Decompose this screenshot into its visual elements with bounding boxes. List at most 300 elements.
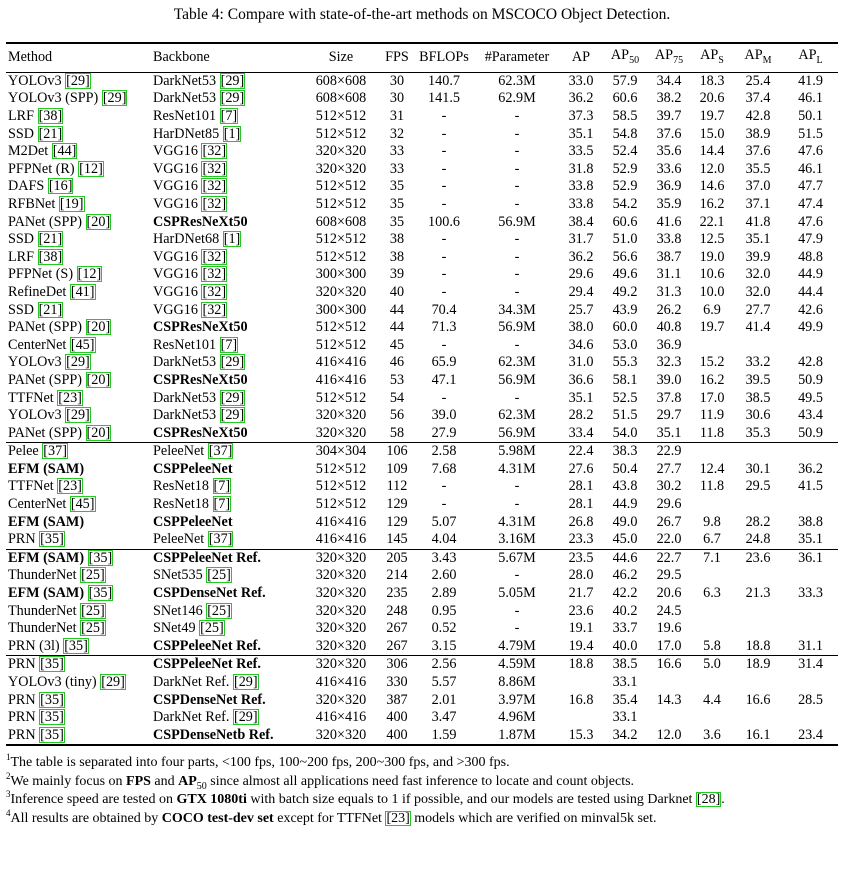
citation-link[interactable]: [21] <box>38 231 63 248</box>
footnote-emphasis: GTX 1080ti <box>176 792 247 807</box>
cell-size: 320×320 <box>315 567 367 584</box>
cell-ap75: 31.3 <box>656 283 682 300</box>
cell-backbone <box>151 585 301 603</box>
backbone-text: PeleeNet <box>153 443 205 460</box>
table-row <box>6 143 838 161</box>
cell-size: 512×512 <box>315 389 367 406</box>
cell-fps: 56 <box>389 407 405 424</box>
citation-link[interactable]: [20] <box>86 371 111 388</box>
citation-link[interactable]: [37] <box>208 531 233 548</box>
cell-ap75: 24.5 <box>656 602 682 619</box>
cell-apl: 31.1 <box>798 637 823 654</box>
cell-ap75: 36.9 <box>656 178 682 195</box>
cell-params: - <box>514 567 520 584</box>
cell-fps: 33 <box>389 143 405 160</box>
cell-apm: 37.4 <box>745 90 771 107</box>
table-row <box>6 603 838 621</box>
cell-ap75: 22.7 <box>647 549 691 567</box>
cell-apl: 23.4 <box>798 726 823 743</box>
citation-link[interactable]: [1] <box>223 231 241 248</box>
citation-link[interactable]: [19] <box>59 195 84 212</box>
backbone-text: ResNet101 <box>153 336 217 353</box>
citation-link[interactable]: [29] <box>220 90 245 107</box>
table-row <box>6 585 838 603</box>
cell-apl: 31.4 <box>783 656 838 674</box>
citation-link[interactable]: [7] <box>220 336 238 353</box>
cell-apm: 21.3 <box>745 585 771 602</box>
backbone-text: DarkNet53 <box>153 354 217 371</box>
citation-link[interactable]: [20] <box>86 213 111 230</box>
cell-backbone <box>151 390 301 408</box>
cell-aps: 11.9 <box>699 407 725 424</box>
backbone-text: SNet146 <box>153 602 203 619</box>
cell-aps: 20.6 <box>699 90 725 107</box>
citation-link[interactable]: [29] <box>220 354 245 371</box>
cell-backbone <box>151 354 301 372</box>
cell-apm: 41.4 <box>745 319 771 336</box>
cell-ap50: 58.5 <box>612 108 638 125</box>
cell-ap: 28.2 <box>568 407 594 424</box>
cell-method <box>6 585 151 603</box>
cell-params: 3.97M <box>498 691 536 708</box>
cell-size: 320×320 <box>301 549 381 567</box>
cell-fps: 32 <box>389 125 405 142</box>
cell-fps: 35 <box>389 195 405 212</box>
cell-fps: 35 <box>389 178 405 195</box>
cell-ap50: 52.9 <box>612 178 638 195</box>
cell-fps: 129 <box>386 513 408 530</box>
cell-method <box>6 603 151 621</box>
cell-ap75: 12.0 <box>656 726 682 743</box>
method-text: EFM (SAM) <box>8 460 85 477</box>
cell-aps <box>691 337 733 355</box>
footnote-emphasis: AP <box>178 773 197 789</box>
cell-size: 416×416 <box>315 371 367 388</box>
cell-apm <box>733 620 783 638</box>
cell-method <box>6 302 151 320</box>
citation-link[interactable]: [35] <box>64 637 88 654</box>
cell-ap: 36.2 <box>568 248 594 265</box>
backbone-text: CSPPeleeNet Ref. <box>153 637 261 654</box>
citation-link[interactable]: [20] <box>86 319 111 336</box>
cell-bflops: 27.9 <box>431 424 457 441</box>
cell-apl: 46.1 <box>798 160 823 177</box>
cell-method <box>6 354 151 372</box>
cell-params: - <box>514 602 520 619</box>
cell-backbone <box>151 72 301 90</box>
cell-ap50: 46.2 <box>612 567 638 584</box>
cell-ap50: 60.0 <box>612 319 638 336</box>
cell-ap75: 29.6 <box>656 496 682 513</box>
cell-apm: 28.2 <box>745 513 771 530</box>
cell-params: 5.67M <box>475 549 559 567</box>
cell-backbone <box>151 372 301 390</box>
table-row <box>6 549 838 567</box>
citation-link[interactable]: [32] <box>202 195 227 212</box>
cell-apl: 47.9 <box>798 231 823 248</box>
table-row <box>6 319 838 337</box>
cell-backbone <box>151 638 301 656</box>
cell-ap: 15.3 <box>568 726 594 743</box>
cell-aps: 17.0 <box>699 389 725 406</box>
cell-ap50: 44.6 <box>603 549 647 567</box>
cell-apl: 44.9 <box>798 266 823 283</box>
cell-ap50: 57.9 <box>612 72 638 89</box>
cell-aps <box>691 443 733 461</box>
backbone-text: DarkNet53 <box>153 407 217 424</box>
cell-ap75: 36.9 <box>656 336 682 353</box>
cell-bflops: 141.5 <box>428 90 460 107</box>
cell-size: 416×416 <box>315 531 367 548</box>
cell-params: 4.31M <box>498 513 536 530</box>
cell-aps: 22.1 <box>699 213 725 230</box>
cell-ap50: 40.2 <box>612 602 638 619</box>
cell-ap75: 35.9 <box>656 195 682 212</box>
cell-size: 320×320 <box>315 143 367 160</box>
cell-params: 3.16M <box>498 531 536 548</box>
cell-bflops: 1.59 <box>431 726 457 743</box>
cell-params: - <box>514 389 520 406</box>
citation-link[interactable]: [29] <box>101 674 125 691</box>
citation-link[interactable]: [25] <box>81 620 105 637</box>
col-apm: $AP_M$ <box>733 43 783 72</box>
cell-ap75: 35.6 <box>656 143 682 160</box>
cell-apl: 42.6 <box>798 301 823 318</box>
citation-link[interactable]: [32] <box>202 248 227 265</box>
cell-ap50: 58.1 <box>612 371 638 388</box>
cell-ap: 26.8 <box>568 513 594 530</box>
cell-ap: 33.8 <box>568 178 594 195</box>
cell-fps: 35 <box>389 213 405 230</box>
col-parameter: #Parameter <box>475 43 559 72</box>
cell-backbone <box>151 496 301 514</box>
cell-ap75: 34.4 <box>656 72 682 89</box>
table-row <box>6 231 838 249</box>
citation-link[interactable]: [35] <box>40 531 64 548</box>
cell-bflops: - <box>441 496 447 513</box>
cell-method <box>6 727 151 745</box>
method-text: PFPNet (S) <box>8 266 74 283</box>
footnote-emphasis: COCO test-dev set <box>161 810 274 826</box>
citation-link[interactable]: [20] <box>86 424 111 441</box>
cell-fps: 112 <box>386 478 408 495</box>
cell-method <box>6 531 151 549</box>
backbone-text: DarkNet Ref. <box>153 674 230 691</box>
cell-bflops: 3.43 <box>413 549 475 567</box>
cell-apm: 32.0 <box>745 266 771 283</box>
cell-size: 304×304 <box>301 443 381 461</box>
backbone-text: CSPPeleeNet Ref. <box>153 549 261 566</box>
cell-aps: 18.3 <box>699 72 725 89</box>
cell-ap50: 52.4 <box>612 143 638 160</box>
table-row <box>6 496 838 514</box>
method-text: PANet (SPP) <box>8 319 82 336</box>
cell-ap: 21.7 <box>568 585 594 602</box>
cell-method <box>6 709 151 727</box>
cell-apl: 50.9 <box>798 371 823 388</box>
citation-link[interactable]: [25] <box>207 602 231 619</box>
cell-method <box>6 638 151 656</box>
citation-link[interactable]: [7] <box>213 496 231 513</box>
backbone-text: CSPPeleeNet <box>153 460 233 477</box>
cell-bflops: 2.01 <box>431 691 457 708</box>
citation-link[interactable]: [32] <box>202 143 227 160</box>
cell-size: 416×416 <box>315 354 367 371</box>
citation-link[interactable]: [35] <box>88 549 113 566</box>
method-text: EFM (SAM) <box>8 549 85 566</box>
cell-aps: 11.8 <box>699 424 725 441</box>
citation-link[interactable]: [23] <box>58 478 82 495</box>
citation-link[interactable]: [29] <box>66 407 90 424</box>
cell-backbone <box>151 407 301 425</box>
citation-link[interactable]: [12] <box>77 266 102 283</box>
cell-bflops: - <box>441 108 447 125</box>
citation-link[interactable]: [35] <box>40 726 64 743</box>
method-text: PANet (SPP) <box>8 213 82 230</box>
col-fps: FPS <box>381 43 413 72</box>
cell-apl: 41.9 <box>798 72 823 89</box>
backbone-text: SNet535 <box>153 567 203 584</box>
cell-bflops: 2.56 <box>413 656 475 674</box>
cell-apl: 51.5 <box>798 125 823 142</box>
citation-link[interactable]: [23] <box>58 389 82 406</box>
citation-link[interactable]: [35] <box>88 585 113 602</box>
cell-method <box>6 461 151 479</box>
citation-link[interactable]: [7] <box>213 478 231 495</box>
cell-method <box>6 90 151 108</box>
cell-ap75: 33.8 <box>656 231 682 248</box>
cell-ap: 23.3 <box>568 531 594 548</box>
citation-link[interactable]: [37] <box>208 443 233 460</box>
cell-params: - <box>514 283 520 300</box>
cell-fps: 400 <box>386 726 408 743</box>
citation-link[interactable]: [32] <box>202 283 227 300</box>
citation-link[interactable]: [25] <box>81 567 105 584</box>
cell-apm: 38.9 <box>745 125 771 142</box>
citation-link[interactable]: [37] <box>43 443 67 460</box>
cell-params: 56.9M <box>498 213 536 230</box>
cell-ap75: 19.6 <box>656 620 682 637</box>
method-text: PANet (SPP) <box>8 371 82 388</box>
backbone-text: ResNet18 <box>153 478 209 495</box>
cell-ap75: 39.7 <box>656 108 682 125</box>
citation-link[interactable]: [32] <box>202 178 227 195</box>
citation-link[interactable]: [29] <box>220 407 245 424</box>
cell-apm: 30.6 <box>745 407 771 424</box>
cell-params: - <box>514 143 520 160</box>
cell-backbone <box>151 727 301 745</box>
citation-link[interactable]: [44] <box>52 143 77 160</box>
cell-method <box>6 443 151 461</box>
cell-aps: 6.3 <box>703 585 721 602</box>
table-row <box>6 531 838 549</box>
cell-method <box>6 656 151 674</box>
method-text: PRN <box>8 709 36 726</box>
cell-fps: 39 <box>389 266 405 283</box>
cell-bflops: - <box>441 125 447 142</box>
cell-ap50: 33.7 <box>612 620 638 637</box>
cell-params: - <box>514 178 520 195</box>
cell-ap75: 31.1 <box>656 266 682 283</box>
citation-link[interactable]: [32] <box>202 301 227 318</box>
citation-link[interactable]: [32] <box>202 266 227 283</box>
cell-apl: 42.8 <box>798 354 823 371</box>
cell-aps <box>691 496 733 514</box>
method-text: CenterNet <box>8 496 67 513</box>
cell-method <box>6 284 151 302</box>
cell-ap50: 45.0 <box>612 531 638 548</box>
cell-backbone <box>151 656 301 674</box>
cell-fps: 248 <box>386 602 408 619</box>
cell-method <box>6 549 151 567</box>
cell-ap50: 35.4 <box>612 691 638 708</box>
cell-ap: 23.5 <box>559 549 603 567</box>
cell-backbone <box>151 478 301 496</box>
cell-size: 320×320 <box>315 726 367 743</box>
cell-ap: 28.1 <box>568 496 594 513</box>
cell-aps: 12.0 <box>699 160 725 177</box>
citation-link[interactable]: [38] <box>38 248 63 265</box>
citation-link[interactable]: [29] <box>233 709 258 726</box>
cell-aps: 16.2 <box>699 195 725 212</box>
cell-ap: 36.2 <box>568 90 594 107</box>
cell-bflops: - <box>441 178 447 195</box>
col-ap50: $AP_{50}$ <box>603 43 647 72</box>
citation-link[interactable]: [21] <box>38 125 63 142</box>
cell-backbone <box>151 249 301 267</box>
backbone-text: CSPDenseNet Ref. <box>153 691 266 708</box>
table-row <box>6 161 838 179</box>
cell-method <box>6 567 151 585</box>
cell-size: 512×512 <box>315 336 367 353</box>
method-text: SSD <box>8 231 35 248</box>
citation-link[interactable]: [29] <box>102 90 127 107</box>
cell-fps: 145 <box>386 531 408 548</box>
cell-ap75: 29.5 <box>656 567 682 584</box>
cell-params: - <box>514 336 520 353</box>
table-row <box>6 354 838 372</box>
cell-aps: 6.9 <box>703 301 721 318</box>
cell-ap: 19.1 <box>568 620 594 637</box>
citation-link[interactable]: [29] <box>66 354 90 371</box>
cell-backbone <box>151 231 301 249</box>
citation-link[interactable]: [32] <box>202 160 227 177</box>
method-text: ThunderNet <box>8 567 77 584</box>
cell-fps: 46 <box>389 354 405 371</box>
cell-ap: 33.0 <box>568 72 594 89</box>
method-text: LRF <box>8 108 35 125</box>
method-text: Pelee <box>8 443 39 460</box>
cell-apm: 39.5 <box>745 371 771 388</box>
cell-bflops: 7.68 <box>431 460 457 477</box>
citation-link[interactable]: [25] <box>207 567 231 584</box>
cell-ap50: 55.3 <box>612 354 638 371</box>
cell-size: 512×512 <box>315 108 367 125</box>
cell-params: - <box>514 620 520 637</box>
footnote-marker: 4 <box>6 807 11 818</box>
cell-bflops: 140.7 <box>428 72 460 89</box>
cell-method <box>6 196 151 214</box>
citation-link[interactable]: [12] <box>79 160 103 177</box>
cell-ap: 16.8 <box>568 691 594 708</box>
method-text: ThunderNet <box>8 620 77 637</box>
cell-aps: 19.7 <box>699 319 725 336</box>
citation-link[interactable]: [41] <box>70 283 95 300</box>
footnote-text: models which are verified on minval5k set. <box>410 810 657 826</box>
citation-link[interactable]: [38] <box>38 108 63 125</box>
cell-apm <box>733 567 783 585</box>
cell-ap50: 43.8 <box>612 478 638 495</box>
citation-link[interactable]: [25] <box>200 620 224 637</box>
citation-link[interactable]: [23] <box>386 810 410 826</box>
cell-ap75 <box>647 674 691 692</box>
cell-bflops: - <box>441 336 447 353</box>
cell-method <box>6 674 151 692</box>
cell-aps: 4.4 <box>703 691 721 708</box>
citation-link[interactable]: [28] <box>696 792 721 807</box>
citation-link[interactable]: [45] <box>70 336 95 353</box>
citation-link[interactable]: [29] <box>66 72 90 89</box>
cell-params: - <box>514 195 520 212</box>
cell-fps: 330 <box>386 674 408 691</box>
citation-link[interactable]: [29] <box>220 72 245 89</box>
table-row <box>6 72 838 90</box>
citation-link[interactable]: [35] <box>40 709 64 726</box>
cell-ap50: 54.0 <box>612 424 638 441</box>
cell-apm: 25.4 <box>745 72 771 89</box>
cell-apl: 43.4 <box>798 407 823 424</box>
cell-params: 5.05M <box>498 585 536 602</box>
citation-link[interactable]: [25] <box>81 602 105 619</box>
table-body <box>6 72 838 744</box>
citation-link[interactable]: [29] <box>220 389 245 406</box>
citation-link[interactable]: [21] <box>38 301 63 318</box>
cell-method <box>6 390 151 408</box>
cell-method <box>6 266 151 284</box>
cell-size: 320×320 <box>315 407 367 424</box>
citation-link[interactable]: [45] <box>70 496 95 513</box>
cell-method <box>6 108 151 126</box>
col-ap75: $AP_{75}$ <box>647 43 691 72</box>
backbone-text: VGG16 <box>153 178 198 195</box>
method-text: YOLOv3 <box>8 407 62 424</box>
cell-bflops: - <box>441 160 447 177</box>
cell-apm <box>733 709 783 727</box>
cell-apl: 49.9 <box>798 319 823 336</box>
cell-size: 320×320 <box>315 585 367 602</box>
citation-link[interactable]: [35] <box>40 656 64 673</box>
method-text: RFBNet <box>8 195 56 212</box>
cell-size: 608×608 <box>315 213 367 230</box>
cell-apl: 48.8 <box>798 248 823 265</box>
cell-size: 512×512 <box>315 231 367 248</box>
cell-bflops: 71.3 <box>431 319 457 336</box>
citation-link[interactable]: [1] <box>223 125 241 142</box>
cell-size: 320×320 <box>301 656 381 674</box>
cell-ap75: 37.6 <box>656 125 682 142</box>
table-row <box>6 692 838 710</box>
cell-bflops: 0.52 <box>431 620 457 637</box>
backbone-text: CSPDenseNet Ref. <box>153 585 266 602</box>
cell-ap75: 29.7 <box>656 407 682 424</box>
citation-link[interactable]: [7] <box>220 108 238 125</box>
citation-link[interactable]: [35] <box>40 691 64 708</box>
cell-backbone <box>151 302 301 320</box>
cell-backbone <box>151 692 301 710</box>
table-row <box>6 126 838 144</box>
citation-link[interactable]: [29] <box>233 674 258 691</box>
citation-link[interactable]: [16] <box>48 178 73 195</box>
